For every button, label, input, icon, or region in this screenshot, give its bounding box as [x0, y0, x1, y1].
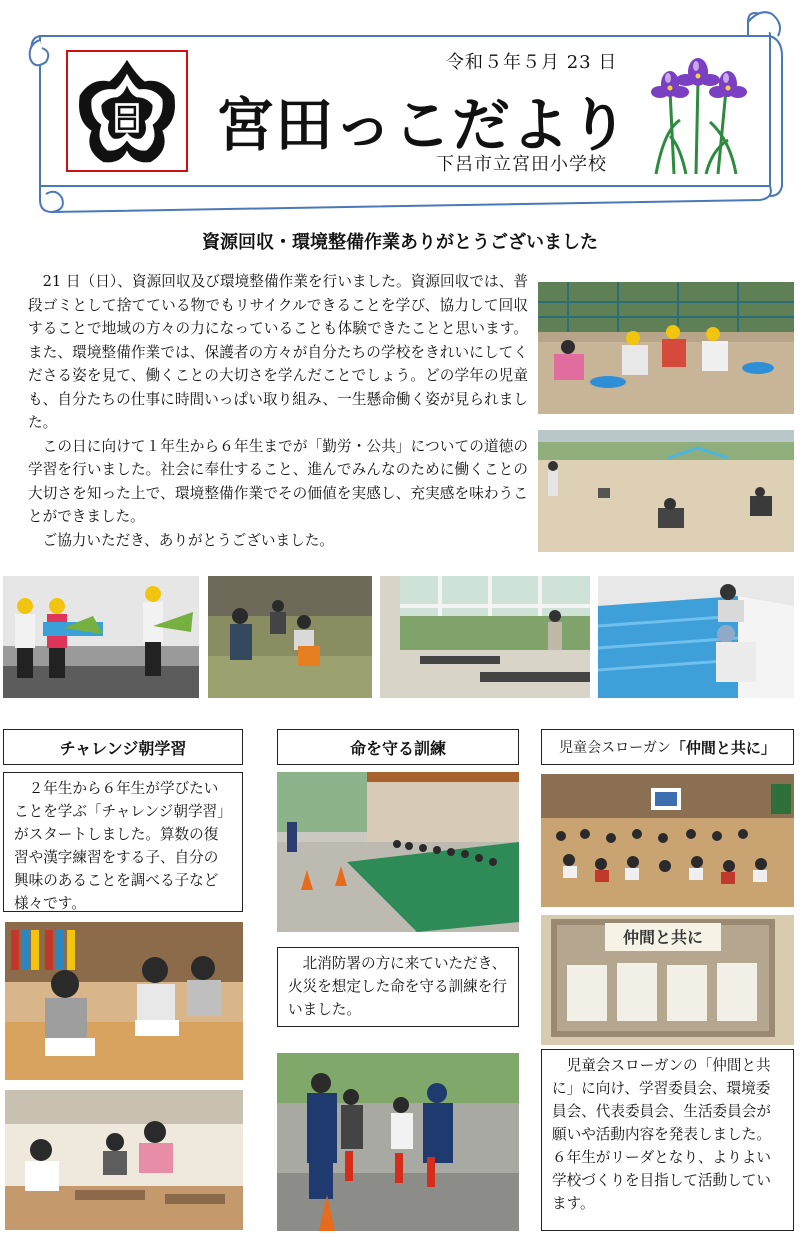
photo-roof-painting: [598, 576, 794, 698]
article-body: [28, 270, 528, 552]
challenge-heading: [3, 729, 243, 765]
challenge-text-box: [3, 772, 243, 912]
slogan-board-text: 仲間と共に: [622, 928, 703, 947]
challenge-text: ２年生から６年生が学びたいことを学ぶ「チャレンジ朝学習」がスタートしました。算数の復習や漢字練習をする子、自分の興味のあることを調べる子など様々です。: [14, 780, 232, 912]
photo-weeding: [208, 576, 372, 698]
drill-text: 北消防署の方に来ていただき、火災を想定した命を守る訓練を行いました。: [288, 955, 507, 1018]
drill-heading: [277, 729, 519, 765]
photo-classroom-cleaning: [380, 576, 590, 698]
photo-cleanup-field: [538, 430, 794, 552]
photo-gym-assembly: [541, 774, 794, 907]
slogan-heading: [541, 729, 794, 765]
drill-heading-text: 命を守る訓練: [349, 738, 446, 758]
photo-classroom-study: [5, 1090, 243, 1230]
photo-collecting-cans: [3, 576, 199, 698]
drill-text-box: [277, 947, 519, 1027]
newsletter-title: 宮田っこだより: [216, 91, 630, 159]
slogan-heading-big: 「仲間と共に」: [670, 738, 776, 757]
school-name: 下呂市立宮田小学校: [436, 154, 607, 175]
iris-flower-icon: [640, 50, 752, 178]
slogan-heading-small: 児童会スローガン: [559, 740, 671, 756]
photo-cleanup-sandpit: [538, 282, 794, 414]
school-emblem-icon: [66, 50, 188, 172]
slogan-text-2: ６年生がリーダとなり、よりよい学校づくりを目指して活動しています。: [552, 1149, 771, 1212]
article-heading: 資源回収・環境整備作業ありがとうございました: [202, 232, 598, 253]
article-paragraph: この日に向けて１年生から６年生までが「勤労・公共」についての道徳の学習を行いました。社会に奉仕すること、進んでみんなのために働くことの大切さを知った上で、環境整備作業でその価値を実感し、充実感を味わうことができました。: [28, 437, 528, 525]
photo-library-study: [5, 922, 243, 1080]
issue-date: 令和５年５月 23 日: [446, 52, 618, 73]
photo-slogan-board: [541, 915, 794, 1045]
article-paragraph: ご協力いただき、ありがとうございました。: [42, 531, 334, 549]
slogan-text-box: [541, 1049, 794, 1231]
photo-extinguisher-training: [277, 1053, 519, 1231]
slogan-text-1: 児童会スローガンの「仲間と共に」に向け、学習委員会、環境委員会、代表委員会、生活委員会が願いや活動内容を発表しました。: [552, 1057, 771, 1143]
photo-evacuation: [277, 772, 519, 932]
article-paragraph: 21 日（日）、資源回収及び環境整備作業を行いました。資源回収では、普段ゴミとして捨てている物でもリサイクルできることを学び、協力して回収することで地域の方々の力になっていることも体験できたことと思います。また、環境整備作業では、保護者の方々が自分たちの学校をきれいにしてくださる姿を見て、働くことの大切さを学んだことでしょう。どの学年の児童も、自分たちの仕事に時間いっぱい取り組み、一生懸命働く姿が見られました。: [28, 273, 528, 431]
challenge-heading-text: チャレンジ朝学習: [59, 738, 187, 758]
